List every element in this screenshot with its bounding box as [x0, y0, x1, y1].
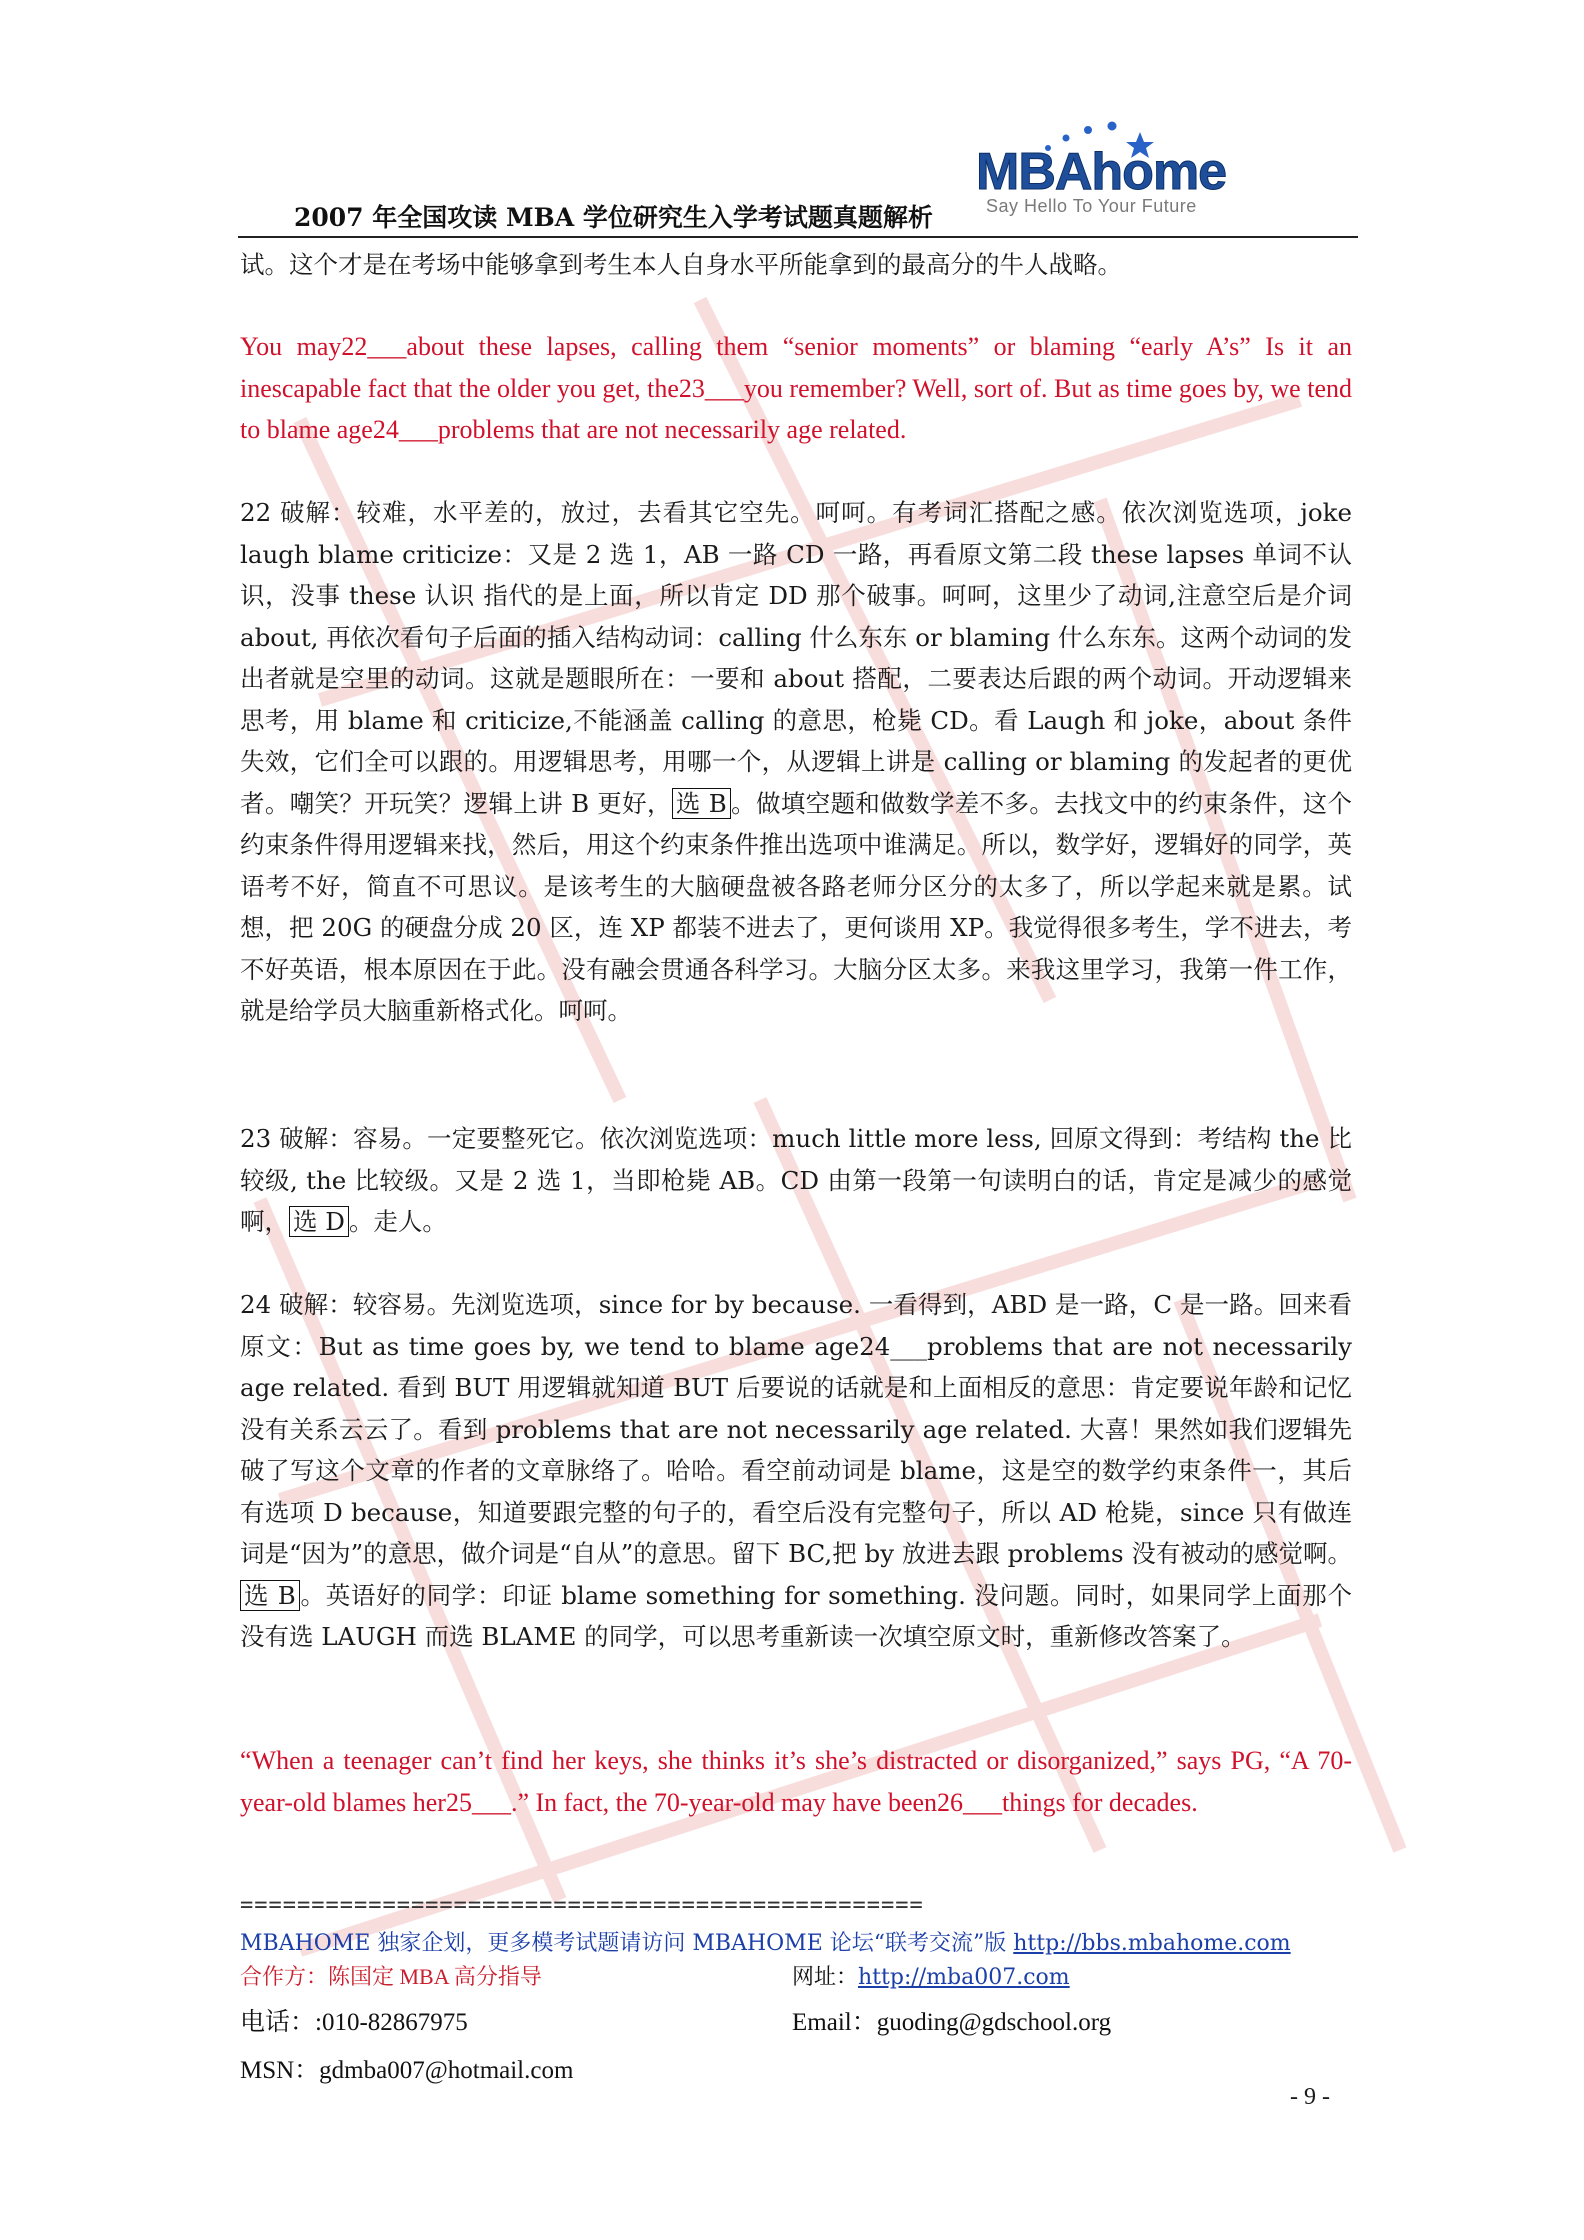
q24-analysis	[240, 1284, 1352, 1658]
q23-text-after: 。走人。	[348, 1207, 447, 1236]
footer-partner: 合作方：陈国定 MBA 高分指导	[240, 1964, 542, 1989]
forum-link[interactable]: http://bbs.mbahome.com	[1013, 1931, 1291, 1956]
footer-phone: 电话：:010-82867975	[240, 2009, 468, 2036]
q24-text-after: 。英语好的同学：印证 blame something for something. 没问题。同时，如果同学上面那个没有选 LAUGH 而选 BLAME 的同学，可以思考重新读一次填空原文时，重新修改答案了。	[240, 1580, 1352, 1651]
logo-tagline: Say Hello To Your Future	[986, 196, 1197, 216]
page-title: 2007 年全国攻读 MBA 学位研究生入学考试题真题解析	[294, 203, 933, 232]
q22-analysis	[240, 492, 1352, 1032]
header-divider	[238, 236, 1358, 238]
q22-text-after: 。做填空题和做数学差不多。去找文中的约束条件，这个约束条件得用逻辑来找，然后，用这个约束条件推出选项中谁满足。所以，数学好，逻辑好的同学，英语考不好，简直不可思议。是该考生的大脑硬盘被各路老师分区分的太多了，所以学起来就是累。试想，把 20G 的硬盘分成 20 区，连 XP 都装不进去了，更何谈用 XP。我觉得很多考生，学不进去，考不好英语，根本原因在于此。没有融会贯通各科学习。大脑分区太多。来我这里学习，我第一件工作，就是给学员大脑重新格式化。呵呵。	[240, 788, 1353, 1025]
passage-excerpt-1: You may22___about these lapses, calling them “senior moments” or blaming “early A’s” Is it an inescapable fact that the older you get, the23___you remember? Well, sort of. But as time goes by, we tend to blame age24___problems that are not necessarily age related.	[240, 332, 1352, 444]
q23-answer-box: 选 D	[289, 1206, 349, 1237]
q23-analysis	[240, 1118, 1352, 1243]
mbahome-logo	[976, 118, 1266, 218]
website-label: 网址：	[792, 1965, 859, 1990]
page-number: - 9 -	[1290, 2084, 1330, 2110]
footer-divider: ================================================	[240, 1893, 924, 1918]
q23-text-before: 23 破解：容易。一定要整死它。依次浏览选项：much little more less, 回原文得到：考结构 the 比较级, the 比较级。又是 2 选 1，当即枪毙 AB。CD 由第一段第一句读明白的话，肯定是减少的感觉啊，	[240, 1124, 1352, 1236]
passage-excerpt-2: “When a teenager can’t find her keys, she thinks it’s she’s distracted or disorganized,” says PG, “A 70-year-old blames her25___.” In fact, the 70-year-old may have been26___things for decades.	[240, 1746, 1352, 1817]
q24-answer-box: 选 B	[240, 1580, 300, 1611]
intro-paragraph: 试。这个才是在考场中能够拿到考生本人自身水平所能拿到的最高分的牛人战略。	[240, 250, 1122, 279]
q24-text-before: 24 破解：较容易。先浏览选项，since for by because. 一看得到，ABD 是一路，C 是一路。回来看原文：But as time goes by, we tend to blame age24___problems that are not necessarily age related. 看到 BUT 用逻辑就知道 BUT 后要说的话就是和上面相反的意思：肯定要说年龄和记忆没有关系云云了。看到 problems that are not necessarily age related. 大喜！果然如我们逻辑先破了写这个文章的作者的文章脉络了。哈哈。看空前动词是 blame，这是空的数学约束条件一，其后有选项 D because，知道要跟完整的句子的，看空后没有完整句子，所以 AD 枪毙，since 只有做连词是“因为”的意思，做介词是“自从”的意思。留下 BC,把 by 放进去跟 problems 没有被动的感觉啊。	[240, 1290, 1352, 1568]
footer-email: Email：guoding@gdschool.org	[792, 2009, 1112, 2036]
footer-msn: MSN：gdmba007@hotmail.com	[240, 2057, 574, 2084]
footer-promo-text: MBAHOME 独家企划，更多模考试题请访问 MBAHOME 论坛“联考交流”版	[240, 1931, 1007, 1956]
footer-promo	[240, 1926, 1291, 1957]
q22-answer-box: 选 B	[672, 788, 731, 819]
footer-website	[792, 1960, 1070, 1991]
q22-text-before: 22 破解：较难，水平差的，放过，去看其它空先。呵呵。有考词汇搭配之感。依次浏览选项，joke laugh blame criticize：又是 2 选 1，AB 一路 CD 一路，再看原文第二段 these lapses 单词不认识，没事 these 认识 指代的是上面，所以肯定 DD 那个破事。呵呵，这里少了动词,注意空后是介词 about, 再依次看句子后面的插入结构动词：calling 什么东东 or blaming 什么东东。这两个动词的发出者就是空里的动词。这就是题眼所在：一要和 about 搭配，二要表达后跟的两个动词。开动逻辑来思考，用 blame 和 criticize,不能涵盖 calling 的意思，枪毙 CD。看 Laugh 和 joke，about 条件失效，它们全可以跟的。用逻辑思考，用哪一个，从逻辑上讲是 calling or blaming 的发起者的更优者。嘲笑？开玩笑？逻辑上讲 B 更好，	[240, 498, 1352, 818]
website-link[interactable]: http://mba007.com	[858, 1965, 1070, 1990]
logo-wordmark: MBAhome	[976, 143, 1227, 201]
